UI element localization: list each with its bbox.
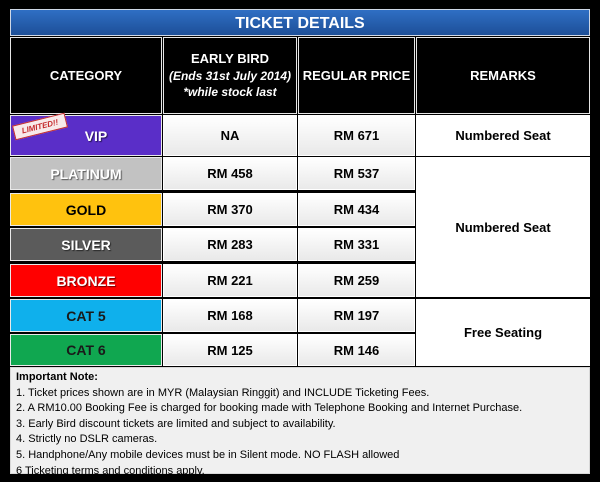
regular-price-cat5: RM 197 — [298, 299, 415, 332]
regular-price-bronze: RM 259 — [298, 264, 415, 297]
early-bird-bronze: RM 221 — [163, 264, 297, 297]
early-bird-cat5: RM 168 — [163, 299, 297, 332]
remark-vip: Numbered Seat — [416, 115, 590, 156]
early-bird-gold: RM 370 — [163, 193, 297, 226]
note-item: 1. Ticket prices shown are in MYR (Malaysian Ringgit) and INCLUDE Ticketing Fees. — [16, 386, 430, 399]
header-category — [10, 37, 162, 114]
header-regular-price — [298, 37, 415, 114]
header-category-label: CATEGORY — [49, 68, 123, 83]
table-title: TICKET DETAILS — [10, 9, 590, 36]
category-bronze: BRONZE — [10, 264, 162, 297]
limited-stamp: LIMITED!! — [12, 113, 68, 141]
header-early-bird — [163, 37, 297, 114]
regular-price-platinum: RM 537 — [298, 157, 415, 190]
category-vip-label: VIP — [84, 127, 108, 144]
regular-price-vip: RM 671 — [298, 115, 415, 156]
early-bird-cat6: RM 125 — [163, 334, 297, 366]
regular-price-silver: RM 331 — [298, 228, 415, 261]
header-early-bird-label: EARLY BIRD — [190, 51, 270, 66]
note-item: 4. Strictly no DSLR cameras. — [16, 433, 158, 446]
category-silver: SILVER — [10, 228, 162, 261]
header-early-bird-deadline: (Ends 31st July 2014) — [168, 69, 292, 83]
early-bird-vip: NA — [163, 115, 297, 156]
important-notes — [10, 367, 590, 477]
remark-cat5-cat6: Free Seating — [416, 299, 590, 366]
note-item: 6 Ticketing terms and conditions apply. — [16, 464, 205, 477]
remark-platinum-to-bronze: Numbered Seat — [416, 157, 590, 297]
regular-price-cat6: RM 146 — [298, 334, 415, 366]
regular-price-gold: RM 434 — [298, 193, 415, 226]
header-regular-price-label: REGULAR PRICE — [302, 68, 411, 83]
note-item: 3. Early Bird discount tickets are limited and subject to availability. — [16, 417, 336, 430]
category-cat6: CAT 6 — [10, 334, 162, 366]
note-item: 2. A RM10.00 Booking Fee is charged for booking made with Telephone Booking and Internet Purchase. — [16, 402, 523, 415]
category-cat5: CAT 5 — [10, 299, 162, 332]
header-remarks-label: REMARKS — [470, 68, 536, 83]
header-remarks — [416, 37, 590, 114]
early-bird-silver: RM 283 — [163, 228, 297, 261]
early-bird-platinum: RM 458 — [163, 157, 297, 190]
note-item: 5. Handphone/Any mobile devices must be in Silent mode. NO FLASH allowed — [16, 448, 400, 461]
category-gold: GOLD — [10, 193, 162, 226]
notes-title: Important Note: — [16, 371, 98, 383]
header-early-bird-stock-note: *while stock last — [183, 85, 277, 99]
category-platinum: PLATINUM — [10, 157, 162, 190]
